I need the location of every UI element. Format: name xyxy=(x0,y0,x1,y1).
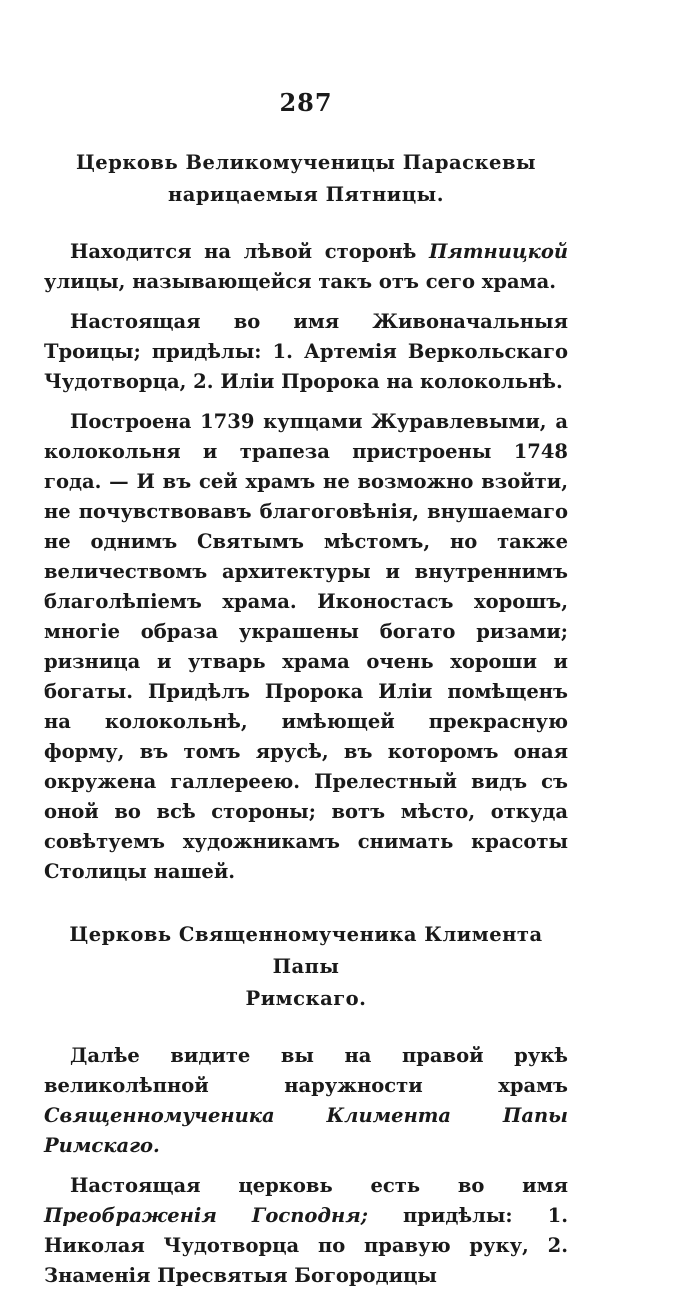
paragraph-kliment-location xyxy=(44,1041,568,1161)
text-run: Настоящая церковь есть во имя xyxy=(70,1174,568,1197)
page-number: 287 xyxy=(279,88,333,117)
text-run: придѣлы: 1. Николая Чудотворца по правую руку, 2. Знаменія Пресвятыя Богородицы xyxy=(44,1204,568,1287)
paragraph-location xyxy=(44,237,568,297)
book-page xyxy=(44,80,568,1301)
paragraph-dedication: Настоящая во имя Живоначальныя Троицы; придѣлы: 1. Артемія Веркольскаго Чудотворца, 2. Иліи Пророка на колокольнѣ. xyxy=(44,310,568,393)
text-run: Находится на лѣвой сторонѣ xyxy=(70,240,429,263)
heading-line: Церковь Великомученицы Параскевы нарицаемыя Пятницы. xyxy=(75,151,537,206)
text-run: улицы, называющейся такъ отъ сего храма. xyxy=(44,270,557,293)
heading-line: Церковь Священномученика Климента Папы xyxy=(69,923,543,978)
section-heading-kliment xyxy=(44,919,568,1015)
italic-street-name: Пятницкой xyxy=(428,240,568,263)
italic-church-name: Священномученика Климента Папы Римскаго. xyxy=(44,1104,568,1157)
section-gap xyxy=(44,897,568,919)
section-heading-paraskeva xyxy=(44,147,568,211)
heading-line: Римскаго. xyxy=(245,987,367,1010)
paragraph-kliment-dedication xyxy=(44,1171,568,1291)
italic-feast-name: Преображенія Господня; xyxy=(44,1204,368,1227)
paragraph-history: Построена 1739 купцами Журавлевыми, а колокольня и трапеза пристроены 1748 года. — И въ сей храмъ не возможно взойти, не почувствовавъ благоговѣнія, внушаемаго не однимъ Святымъ мѣстомъ, но также величествомъ архитектуры и внутреннимъ благолѣпіемъ храма. Иконостасъ хорошъ, многіе образа украшены богато ризами; ризница и утварь храма очень хороши и богаты. Придѣлъ Пророка Иліи помѣщенъ на колокольнѣ, имѣющей прекрасную форму, въ томъ ярусѣ, въ которомъ оная окружена галлереею. Прелестный видъ съ оной во всѣ стороны; вотъ мѣсто, откуда совѣтуемъ художникамъ снимать красоты Столицы нашей. xyxy=(44,410,568,883)
text-run: Далѣе видите вы на правой рукѣ великолѣпной наружности храмъ xyxy=(44,1044,568,1097)
